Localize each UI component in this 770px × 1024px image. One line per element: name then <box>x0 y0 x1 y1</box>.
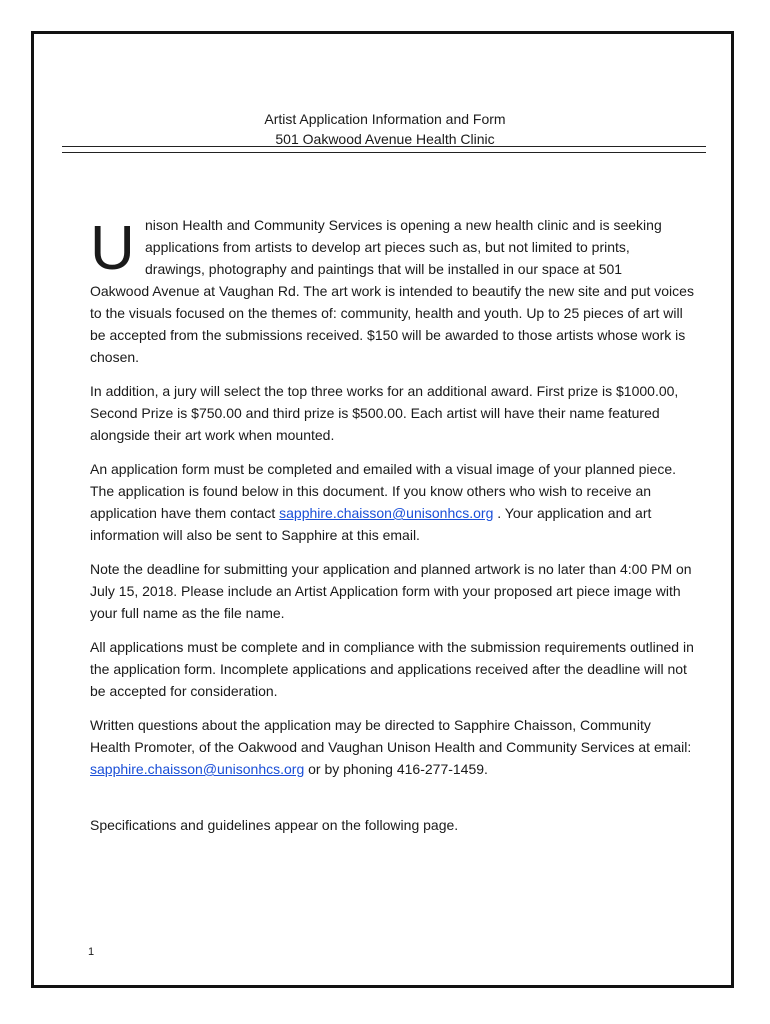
paragraph-specifications: Specifications and guidelines appear on the following page. <box>90 817 459 833</box>
paragraph-deadline: Note the deadline for submitting your application and planned artwork is no later than 4:00 PM on July 15, 2018. Please include an Artist Application form with your proposed art piece image with your full name as the file name. <box>90 561 692 621</box>
questions-text-before: Written questions about the application may be directed to Sapphire Chaisson, Community Health Promoter, of the Oakwood and Vaughan Unison Health and Community Services at email: <box>90 717 692 755</box>
paragraph-compliance: All applications must be complete and in compliance with the submission requirements outlined in the application form. Incomplete applications and applications received after the deadline will not be accepted for consideration. <box>90 639 694 699</box>
paragraph-intro <box>90 214 695 368</box>
intro-rest: Oakwood Avenue at Vaughan Rd. The art work is intended to beautify the new site and put voices to the visuals focused on the themes of: community, health and youth. Up to 25 pieces of art will be accepted from the submissions received. $150 will be awarded to those artists whose work is chosen. <box>90 283 694 365</box>
application-text-after: . Your application and art information will also be sent to Sapphire at this email. <box>90 505 652 543</box>
intro-line-1: nison Health and Community Services is opening a new health clinic and is seeking <box>145 217 662 233</box>
contact-email-link[interactable]: sapphire.chaisson@unisonhcs.org <box>279 505 494 521</box>
questions-email-link[interactable]: sapphire.chaisson@unisonhcs.org <box>90 761 305 777</box>
document-body <box>90 214 695 848</box>
questions-text-after: or by phoning 416-277-1459. <box>304 761 488 777</box>
page-number: 1 <box>88 946 95 958</box>
intro-line-3: drawings, photography and paintings that will be installed in our space at 501 <box>145 261 623 277</box>
header-rule-top <box>62 146 706 147</box>
document-title: Artist Application Information and Form <box>264 111 506 127</box>
paragraph-questions <box>90 714 695 780</box>
application-text-before: An application form must be completed and emailed with a visual image of your planned piece. The application is found below in this document. If you know others who wish to receive an application have them contact <box>90 461 676 521</box>
paragraph-prizes: In addition, a jury will select the top three works for an additional award. First prize is $1000.00, Second Prize is $750.00 and third prize is $500.00. Each artist will have their name featured alongside their art work when mounted. <box>90 383 679 443</box>
drop-cap: U <box>90 214 135 283</box>
header-rule-bottom <box>62 152 706 153</box>
subtitle-text: 501 Oakwood Avenue Health Clinic <box>275 131 495 147</box>
paragraph-application <box>90 458 695 546</box>
intro-line-2: applications from artists to develop art pieces such as, but not limited to prints, <box>145 239 630 255</box>
